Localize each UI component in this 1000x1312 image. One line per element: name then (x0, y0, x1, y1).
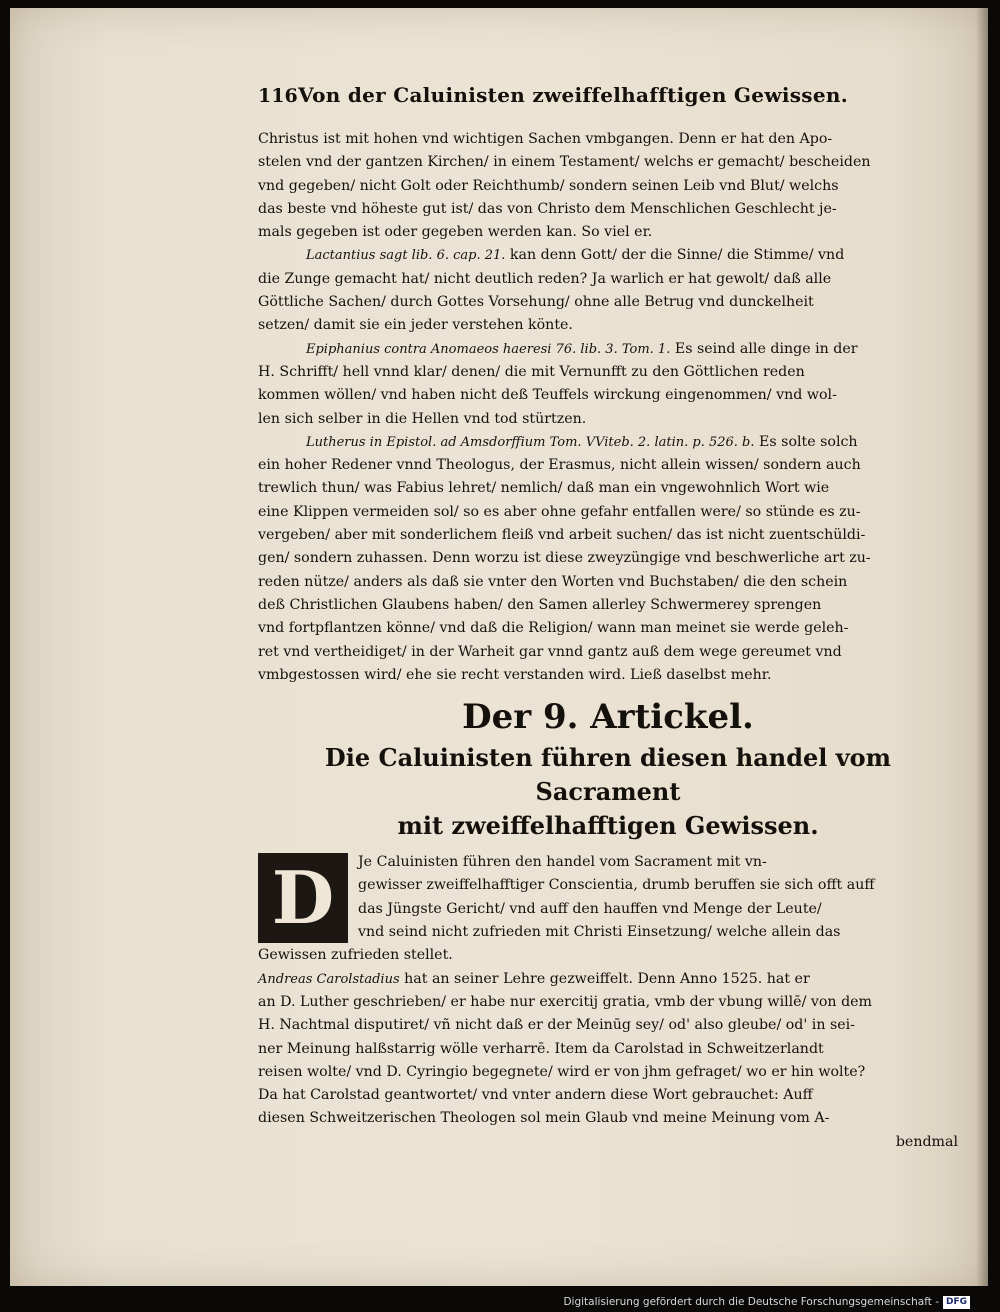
credit-text: Digitalisierung gefördert durch die Deutsche Forschungsgemeinschaft - (563, 1296, 939, 1308)
paragraph: Lactantius sagt lib. 6. cap. 21. kan denn Gott/ der die Sinne/ die Stimme/ vnd die Zunge gemacht hat/ nicht deutlich reden? Ja warlich er hat gewolt/ daß alle Göttliche Sachen/ durch Gottes Vorsehung/ ohne alle Betrug vnd dunckelheit setzen/ damit sie ein jeder verstehen könte. (258, 247, 845, 334)
paragraph: Andreas Carolstadius hat an seiner Lehre gezweiffelt. Denn Anno 1525. hat er an D. Luther geschrieben/ er habe nur exercitij gratia, vmb der vbung willē/ von dem H. Nachtmal disputiret/ vñ nicht daß er der Meinūg sey/ od' also gleube/ od' in sei- ner Meinung halßstarrig wölle verharrē. Item da Carolstad in Schweitzerlandt reisen wolte/ vnd D. Cyringio begegnete/ wird er von jhm gefraget/ wo er hin wolte? Da hat Carolstad geantwortet/ vnd vnter andern diese Wort gebrauchet: Auff diesen Schweitzerischen Theologen sol mein Glaub vnd meine Meinung vom A- (258, 970, 872, 1127)
citation: Lutherus in Epistol. ad Amsdorffium Tom. VViteb. 2. latin. p. 526. b. (306, 434, 755, 450)
paragraph: Lutherus in Epistol. ad Amsdorffium Tom. VViteb. 2. latin. p. 526. b. Es solte solch ein hoher Redener vnnd Theologus, der Erasmus, nicht allein wissen/ sondern auch trewlich thun/ was Fabius lehret/ nemlich/ daß man ein vngewohnlich Wort wie eine Klippen vermeiden sol/ so es aber ohne gefahr entfallen were/ so stünde es zu- vergeben/ aber mit sonderlichem fleiß vnd arbeit suchen/ das ist nicht zuentschüldi- gen/ sondern zuhassen. Denn worzu ist diese zweyzüngige vnd beschwerliche art zu- reden nütze/ anders als daß sie vnter den Worten vnd Buchstaben/ die den schein deß Christlichen Glaubens haben/ den Samen allerley Schwermerey sprengen vnd fortpflantzen könne/ vnd daß die Religion/ wann man meinet sie werde geleh- ret vnd vertheidiget/ in der Warheit gar vnnd gantz auß dem wege gereumet vnd vmbgestossen wird/ ehe sie recht verstanden wird. Ließ daselbst mehr. (258, 433, 871, 683)
citation: Lactantius sagt lib. 6. cap. 21. (306, 248, 506, 264)
page-number: 116 (258, 85, 298, 107)
paragraph: Epiphanius contra Anomaeos haeresi 76. lib. 3. Tom. 1. Es seind alle dinge in der H. Schrifft/ hell vnnd klar/ denen/ die mit Vernunfft zu den Göttlichen reden kommen wöllen/ vnd haben nicht deß Teuffels wirckung eingenommen/ vnd wol- len sich selber in die Hellen vnd tod stürtzen. (258, 340, 858, 427)
citation: Andreas Carolstadius (258, 971, 400, 987)
paragraph: Christus ist mit hohen vnd wichtigen Sachen vmbgangen. Denn er hat den Apo- stelen vnd der gantzen Kirchen/ in einem Testament/ welchs er gemacht/ bescheiden vnd gegeben/ nicht Golt oder Reichthumb/ sondern seinen Leib vnd Blut/ welchs das beste vnd höheste gut ist/ das von Christo dem Menschlichen Geschlecht je- mals gegeben ist oder gegeben werden kan. So viel er. (258, 131, 871, 241)
paragraph: Je Caluinisten führen den handel vom Sacrament mit vn- gewisser zweiffelhafftiger Conscientia, drumb beruffen sie sich offt auff das Jüngste Gericht/ vnd auff den hauffen vnd Menge der Leute/ vnd seind nicht zufrieden mit Christi Einsetzung/ welche allein das Gewissen zufrieden stellet. (258, 854, 875, 964)
page-header (258, 84, 958, 114)
article-title: Der 9. Artickel. (462, 697, 754, 738)
section-title: Die Caluinisten führen diesen handel vom Sacrament mit zweiffelhafftigen Gewissen. (324, 743, 892, 841)
digitization-credit (563, 1294, 970, 1310)
citation: Epiphanius contra Anomaeos haeresi 76. lib. 3. Tom. 1. (306, 341, 671, 357)
article-body (258, 851, 958, 967)
running-title: Von der Caluinisten zweiffelhafftigen Gewissen. (298, 83, 848, 107)
text-block (258, 84, 958, 1154)
dfg-logo: DFG (943, 1296, 970, 1309)
book-page (10, 8, 988, 1286)
catchword: bendmal (895, 1133, 958, 1150)
decorated-initial: D (258, 853, 348, 943)
